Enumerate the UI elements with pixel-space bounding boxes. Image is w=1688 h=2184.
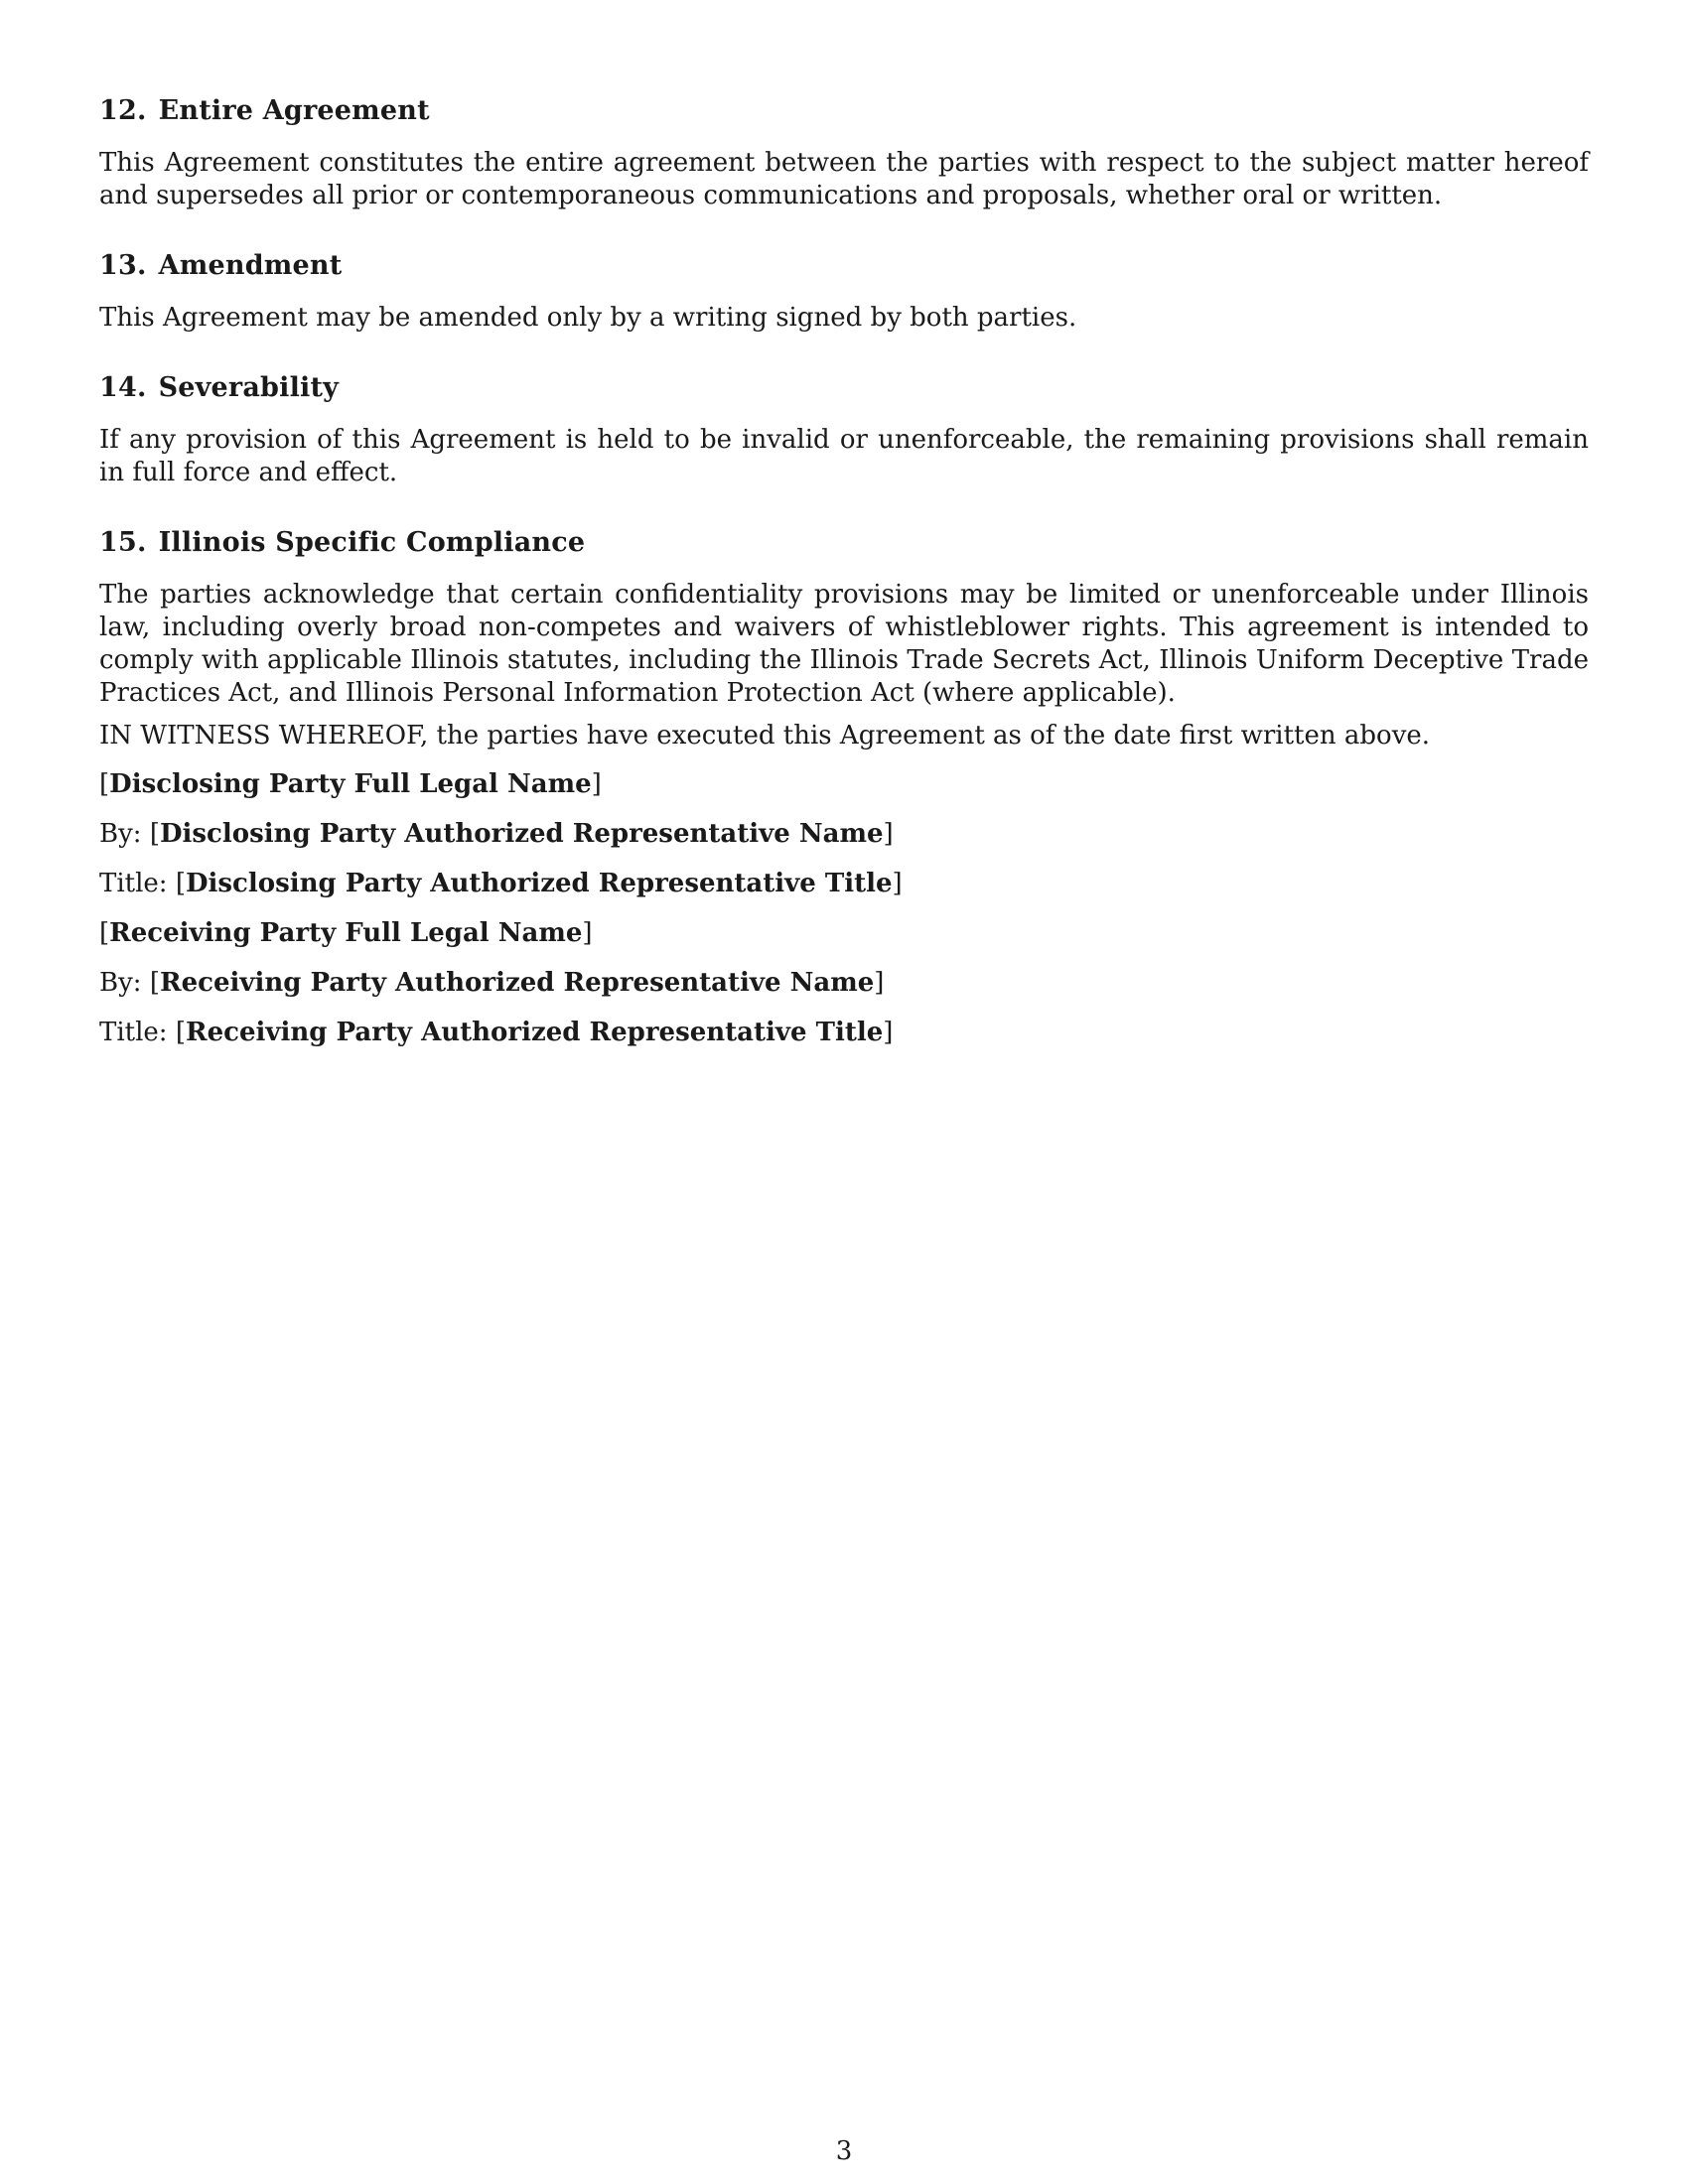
- disclosing-party-title-line: [99, 868, 1589, 900]
- section-number: 14.: [99, 372, 147, 403]
- section-heading: [99, 527, 1589, 559]
- receiving-party-by-line: [99, 967, 1589, 1000]
- title-label: Title: [: [99, 1018, 186, 1047]
- disclosing-party-name-line: [99, 768, 1589, 801]
- bracket-close: ]: [883, 1018, 894, 1047]
- section-body: The parties acknowledge that certain confidentiality provisions may be limited or unenforceable under Illinois law, including overly broad non-competes and waivers of whistleblower rights. This agreement is intended to comply with applicable Illinois statutes, including the Illinois Trade Secrets Act, Illinois Uniform Deceptive Trade Practices Act, and Illinois Personal Information Protection Act (where applicable).: [99, 580, 1589, 708]
- disclosing-party-by-line: [99, 818, 1589, 851]
- bracket-close: ]: [892, 869, 903, 898]
- section-amendment: [99, 250, 1589, 335]
- page-number: 3: [835, 2136, 853, 2166]
- section-heading: [99, 372, 1589, 404]
- bracket-close: ]: [591, 769, 602, 799]
- bracket-open: [: [99, 918, 110, 948]
- disclosing-representative-title: Disclosing Party Authorized Representative Title: [185, 869, 893, 898]
- receiving-representative-name: Receiving Party Authorized Representative Name: [159, 968, 875, 998]
- by-label: By: [: [99, 968, 160, 998]
- bracket-close: ]: [883, 819, 894, 849]
- by-label: By: [: [99, 819, 160, 849]
- signature-block: [99, 768, 1589, 1049]
- section-heading: [99, 95, 1589, 127]
- bracket-close: ]: [874, 968, 885, 998]
- disclosing-representative-name: Disclosing Party Authorized Representative Name: [159, 819, 884, 849]
- section-number: 12.: [99, 95, 147, 126]
- document-page: [99, 95, 1589, 1066]
- witness-clause: IN WITNESS WHEREOF, the parties have executed this Agreement as of the date first written above.: [99, 721, 1431, 751]
- receiving-party-title-line: [99, 1017, 1589, 1049]
- section-body: If any provision of this Agreement is held to be invalid or unenforceable, the remaining provisions shall remain in full force and effect.: [99, 425, 1589, 487]
- section-number: 13.: [99, 250, 147, 281]
- section-title: Amendment: [158, 250, 343, 281]
- receiving-representative-title: Receiving Party Authorized Representative Title: [185, 1018, 884, 1047]
- section-body: This Agreement constitutes the entire agreement between the parties with respect to the subject matter hereof and supersedes all prior or contemporaneous communications and proposals, whether oral or written.: [99, 148, 1589, 210]
- section-title: Entire Agreement: [158, 95, 430, 126]
- disclosing-party-name: Disclosing Party Full Legal Name: [109, 769, 592, 799]
- section-heading: [99, 250, 1589, 282]
- section-title: Severability: [158, 372, 340, 403]
- bracket-close: ]: [582, 918, 593, 948]
- section-number: 15.: [99, 527, 147, 558]
- section-severability: [99, 372, 1589, 489]
- receiving-party-name-line: [99, 917, 1589, 950]
- section-body: This Agreement may be amended only by a writing signed by both parties.: [99, 303, 1077, 333]
- receiving-party-name: Receiving Party Full Legal Name: [109, 918, 583, 948]
- section-illinois-compliance: [99, 527, 1589, 710]
- bracket-open: [: [99, 769, 110, 799]
- section-title: Illinois Specific Compliance: [158, 527, 586, 558]
- title-label: Title: [: [99, 869, 186, 898]
- section-entire-agreement: [99, 95, 1589, 212]
